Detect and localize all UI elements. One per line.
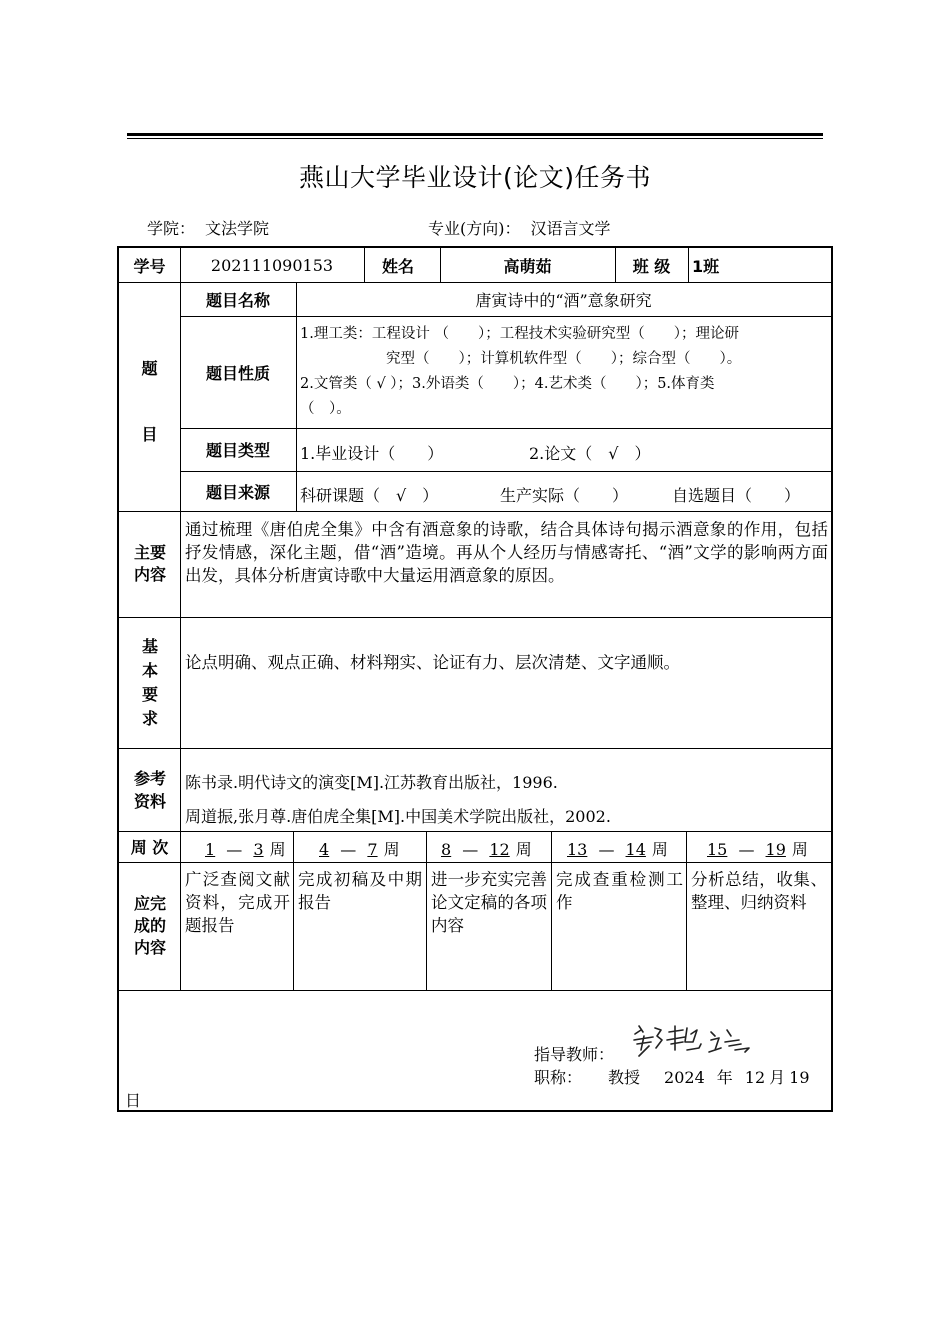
advisor-title-line <box>534 1065 810 1088</box>
week-end: 19 <box>765 840 786 859</box>
header-rule-thick <box>127 133 823 136</box>
week-dash: — <box>598 840 615 859</box>
student-name-label: 姓名 <box>382 256 415 276</box>
advisor-title-value: 教授 <box>608 1068 641 1087</box>
schedule-task: 进一步充实完善论文定稿的各项内容 <box>431 870 547 935</box>
week-unit: 周 <box>791 840 808 859</box>
nature-line-4: （ ）。 <box>300 401 351 417</box>
schedule-task: 广泛查阅文献资料，完成开题报告 <box>185 870 290 935</box>
topic-type-thesis: 2.论文（ √ ） <box>529 444 651 463</box>
topic-nature-options <box>300 322 830 422</box>
advisor-label: 指导教师： <box>534 1045 615 1064</box>
topic-source-practice: 生产实际（ ） <box>500 486 629 505</box>
week-dash: — <box>738 840 755 859</box>
week-dash: — <box>462 840 479 859</box>
topic-nature-label: 题目性质 <box>205 363 270 383</box>
topic-source-research: 科研课题（ √ ） <box>300 486 439 505</box>
schedule-task: 完成查重检测工作 <box>556 870 683 912</box>
week-period <box>199 837 286 860</box>
reference-item: 陈书录.明代诗文的演变[M].江苏教育出版社，1996. <box>185 773 558 792</box>
week-unit: 周 <box>651 840 668 859</box>
week-start: 8 <box>441 840 452 859</box>
week-dash: — <box>226 840 243 859</box>
advisor-signature-image <box>631 1020 763 1062</box>
references-label: 参考资料 <box>133 768 166 811</box>
topic-source-self: 自选题目（ ） <box>672 486 801 505</box>
sign-day: 19 <box>789 1068 810 1087</box>
college-line <box>147 216 279 239</box>
week-start: 13 <box>567 840 588 859</box>
reference-item: 周道振,张月尊.唐伯虎全集[M].中国美术学院出版社，2002. <box>185 807 611 826</box>
topic-name-label: 题目名称 <box>205 290 270 310</box>
student-id-label: 学号 <box>133 256 166 276</box>
advisor-title-label: 职称： <box>534 1068 583 1087</box>
student-id-value: 202111090153 <box>210 255 334 275</box>
nature-line-1: 1.理工类：工程设计 （ ）；工程技术实验研究型（ ）；理论研 <box>300 326 739 342</box>
student-name-value: 高萌茹 <box>503 256 552 276</box>
week-start: 4 <box>319 840 330 859</box>
topic-section-label-1: 题 <box>141 359 158 378</box>
major-value: 汉语言文学 <box>530 219 611 238</box>
week-end: 3 <box>253 840 264 859</box>
task-form-table <box>117 246 833 1112</box>
major-line <box>428 216 621 239</box>
nature-line-2: 究型（ ）；计算机软件型（ ）；综合型（ ）。 <box>386 351 742 367</box>
week-unit: 周 <box>269 840 286 859</box>
schedule-task: 完成初稿及中期报告 <box>298 870 422 912</box>
topic-section-label-2: 目 <box>141 425 158 444</box>
week-end: 14 <box>625 840 646 859</box>
class-label: 班 级 <box>632 256 671 276</box>
topic-type-label: 题目类型 <box>205 441 270 460</box>
document-title: 燕山大学毕业设计(论文)任务书 <box>298 163 651 192</box>
sign-month: 12 <box>744 1068 766 1087</box>
week-start: 1 <box>205 840 216 859</box>
week-label: 周 次 <box>130 838 169 857</box>
nature-line-3: 2.文管类（ √ ）；3.外语类（ ）；4.艺术类（ ）；5.体育类 <box>300 376 715 392</box>
week-period <box>701 837 808 860</box>
sign-year-unit: 年 <box>716 1068 733 1087</box>
week-unit: 周 <box>515 840 532 859</box>
main-content-label: 主要内容 <box>133 543 166 584</box>
header-rule-thin <box>127 138 823 139</box>
week-period <box>435 837 532 860</box>
sign-year: 2024 <box>664 1068 705 1087</box>
class-value: 1班 <box>692 256 720 276</box>
week-dash: — <box>340 840 357 859</box>
major-label: 专业(方向)： <box>428 219 521 238</box>
topic-name-value: 唐寅诗中的“酒”意象研究 <box>475 290 652 310</box>
requirements-text: 论点明确、观点正确、材料翔实、论证有力、层次清楚、文字通顺。 <box>185 653 680 672</box>
sign-day-unit: 日 <box>125 1091 142 1110</box>
week-period <box>313 837 400 860</box>
topic-source-label: 题目来源 <box>205 482 270 502</box>
schedule-task: 分析总结，收集、整理、归纳资料 <box>691 870 827 912</box>
week-period <box>561 837 668 860</box>
topic-type-design: 1.毕业设计（ ） <box>300 444 444 463</box>
college-label: 学院： <box>147 219 196 238</box>
week-end: 7 <box>367 840 378 859</box>
week-unit: 周 <box>383 840 400 859</box>
college-value: 文法学院 <box>205 219 270 238</box>
week-end: 12 <box>489 840 510 859</box>
schedule-content-label: 应完成的内容 <box>133 894 166 957</box>
sign-month-unit: 月 <box>769 1068 786 1087</box>
week-start: 15 <box>707 840 728 859</box>
requirements-label: 基本要求 <box>141 636 158 728</box>
main-content-text: 通过梳理《唐伯虎全集》中含有酒意象的诗歌，结合具体诗句揭示酒意象的作用，包括抒发情感，深化主题，借“酒”造境。再从个人经历与情感寄托、“酒”文学的影响两方面出发，具体分析唐寅诗歌中大量运用酒意象的原因。 <box>185 520 828 585</box>
